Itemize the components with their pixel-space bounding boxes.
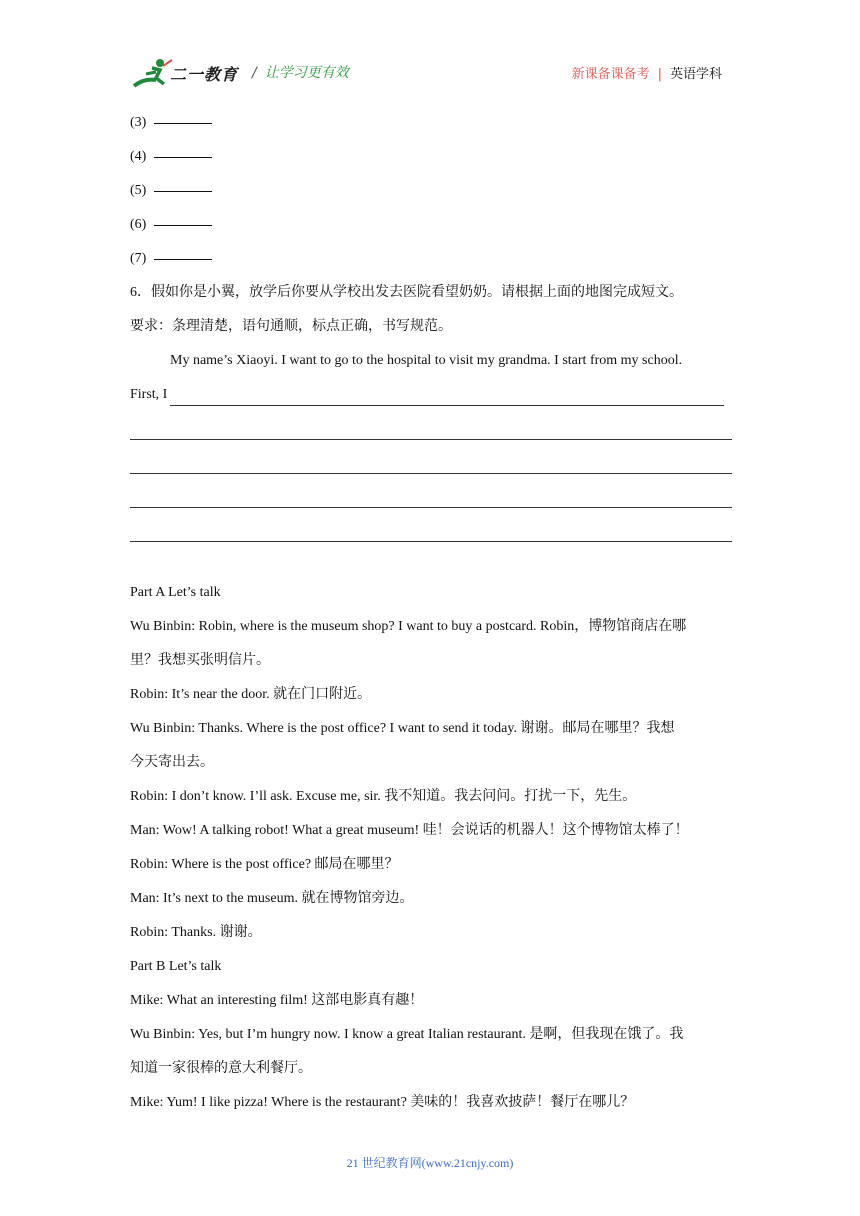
essay-first-words: First, I (130, 387, 168, 402)
answer-blank[interactable] (154, 156, 212, 158)
dialogue-line: Wu Binbin: Thanks. Where is the post office? I want to send it today. 谢谢。邮局在哪里？我想 (130, 721, 675, 736)
question-6-requirement: 要求：条理清楚，语句通顺，标点正确，书写规范。 (130, 319, 452, 334)
blank-number: (6) (130, 217, 147, 232)
blank-item (130, 208, 732, 242)
dialogue-line: Robin: Thanks. 谢谢。 (130, 925, 262, 940)
brand-logo (130, 56, 240, 92)
writing-line[interactable] (130, 480, 732, 514)
writing-line (170, 405, 724, 406)
dialogue-line: Man: Wow! A talking robot! What a great museum! 哇！会说话的机器人！这个博物馆太棒了！ (130, 823, 689, 838)
blank-number: (5) (130, 183, 147, 198)
header-subject-label: 英语学科 (669, 67, 722, 82)
dialogue-line: Robin: It’s near the door. 就在门口附近。 (130, 687, 372, 702)
answer-blank[interactable] (154, 258, 212, 260)
essay-intro: My name’s Xiaoyi. I want to go to the hospital to visit my grandma. I start from my school. (170, 353, 683, 368)
blank-number: (3) (130, 115, 147, 130)
header-slogan (252, 62, 349, 82)
essay-first-line[interactable] (130, 378, 732, 412)
dialogue-line: Wu Binbin: Yes, but I’m hungry now. I know a great Italian restaurant. 是啊，但我现在饿了。我 (130, 1027, 684, 1042)
header-subject (572, 63, 722, 82)
part-b-title: Part B Let’s talk (130, 959, 222, 974)
dialogue-line: 里？我想买张明信片。 (130, 653, 270, 668)
slogan-text: 让学习更有效 (264, 65, 349, 81)
answer-blank[interactable] (154, 122, 212, 124)
runner-logo-icon (130, 56, 174, 90)
answer-blank[interactable] (154, 190, 212, 192)
writing-line[interactable] (130, 514, 732, 548)
header-separator: | (657, 67, 662, 82)
blank-number: (4) (130, 149, 147, 164)
dialogue-line: Man: It’s next to the museum. 就在博物馆旁边。 (130, 891, 414, 906)
dialogue-line: Wu Binbin: Robin, where is the museum shop? I want to buy a postcard. Robin，博物馆商店在哪 (130, 619, 687, 634)
dialogue-line: Robin: Where is the post office? 邮局在哪里？ (130, 857, 399, 872)
writing-line[interactable] (130, 412, 732, 446)
page-footer[interactable]: 21 世纪教育网(www.21cnjy.com) (346, 1156, 514, 1170)
dialogue-line: 知道一家很棒的意大利餐厅。 (130, 1061, 312, 1076)
question-6-prompt: 6．假如你是小翼，放学后你要从学校出发去医院看望奶奶。请根据上面的地图完成短文。 (130, 285, 683, 300)
document-body (130, 106, 732, 1120)
blank-item (130, 242, 732, 276)
dialogue-line: Robin: I don’t know. I’ll ask. Excuse me, sir. 我不知道。我去问问。打扰一下，先生。 (130, 789, 637, 804)
blank-item (130, 140, 732, 174)
header-course-label: 新课备课备考 (571, 67, 650, 82)
dialogue-line: Mike: Yum! I like pizza! Where is the restaurant? 美味的！我喜欢披萨！餐厅在哪儿？ (130, 1095, 635, 1110)
dialogue-line: 今天寄出去。 (130, 755, 214, 770)
blank-item (130, 106, 732, 140)
part-a-title: Part A Let’s talk (130, 585, 221, 600)
dialogue-line: Mike: What an interesting film! 这部电影真有趣！ (130, 993, 424, 1008)
answer-blank[interactable] (154, 224, 212, 226)
blank-number: (7) (130, 251, 147, 266)
logo-text: 二一教育 (170, 65, 239, 84)
blank-item (130, 174, 732, 208)
spacer (130, 548, 732, 576)
writing-line[interactable] (130, 446, 732, 480)
page-header (0, 0, 860, 100)
slash-divider: / (252, 65, 257, 81)
